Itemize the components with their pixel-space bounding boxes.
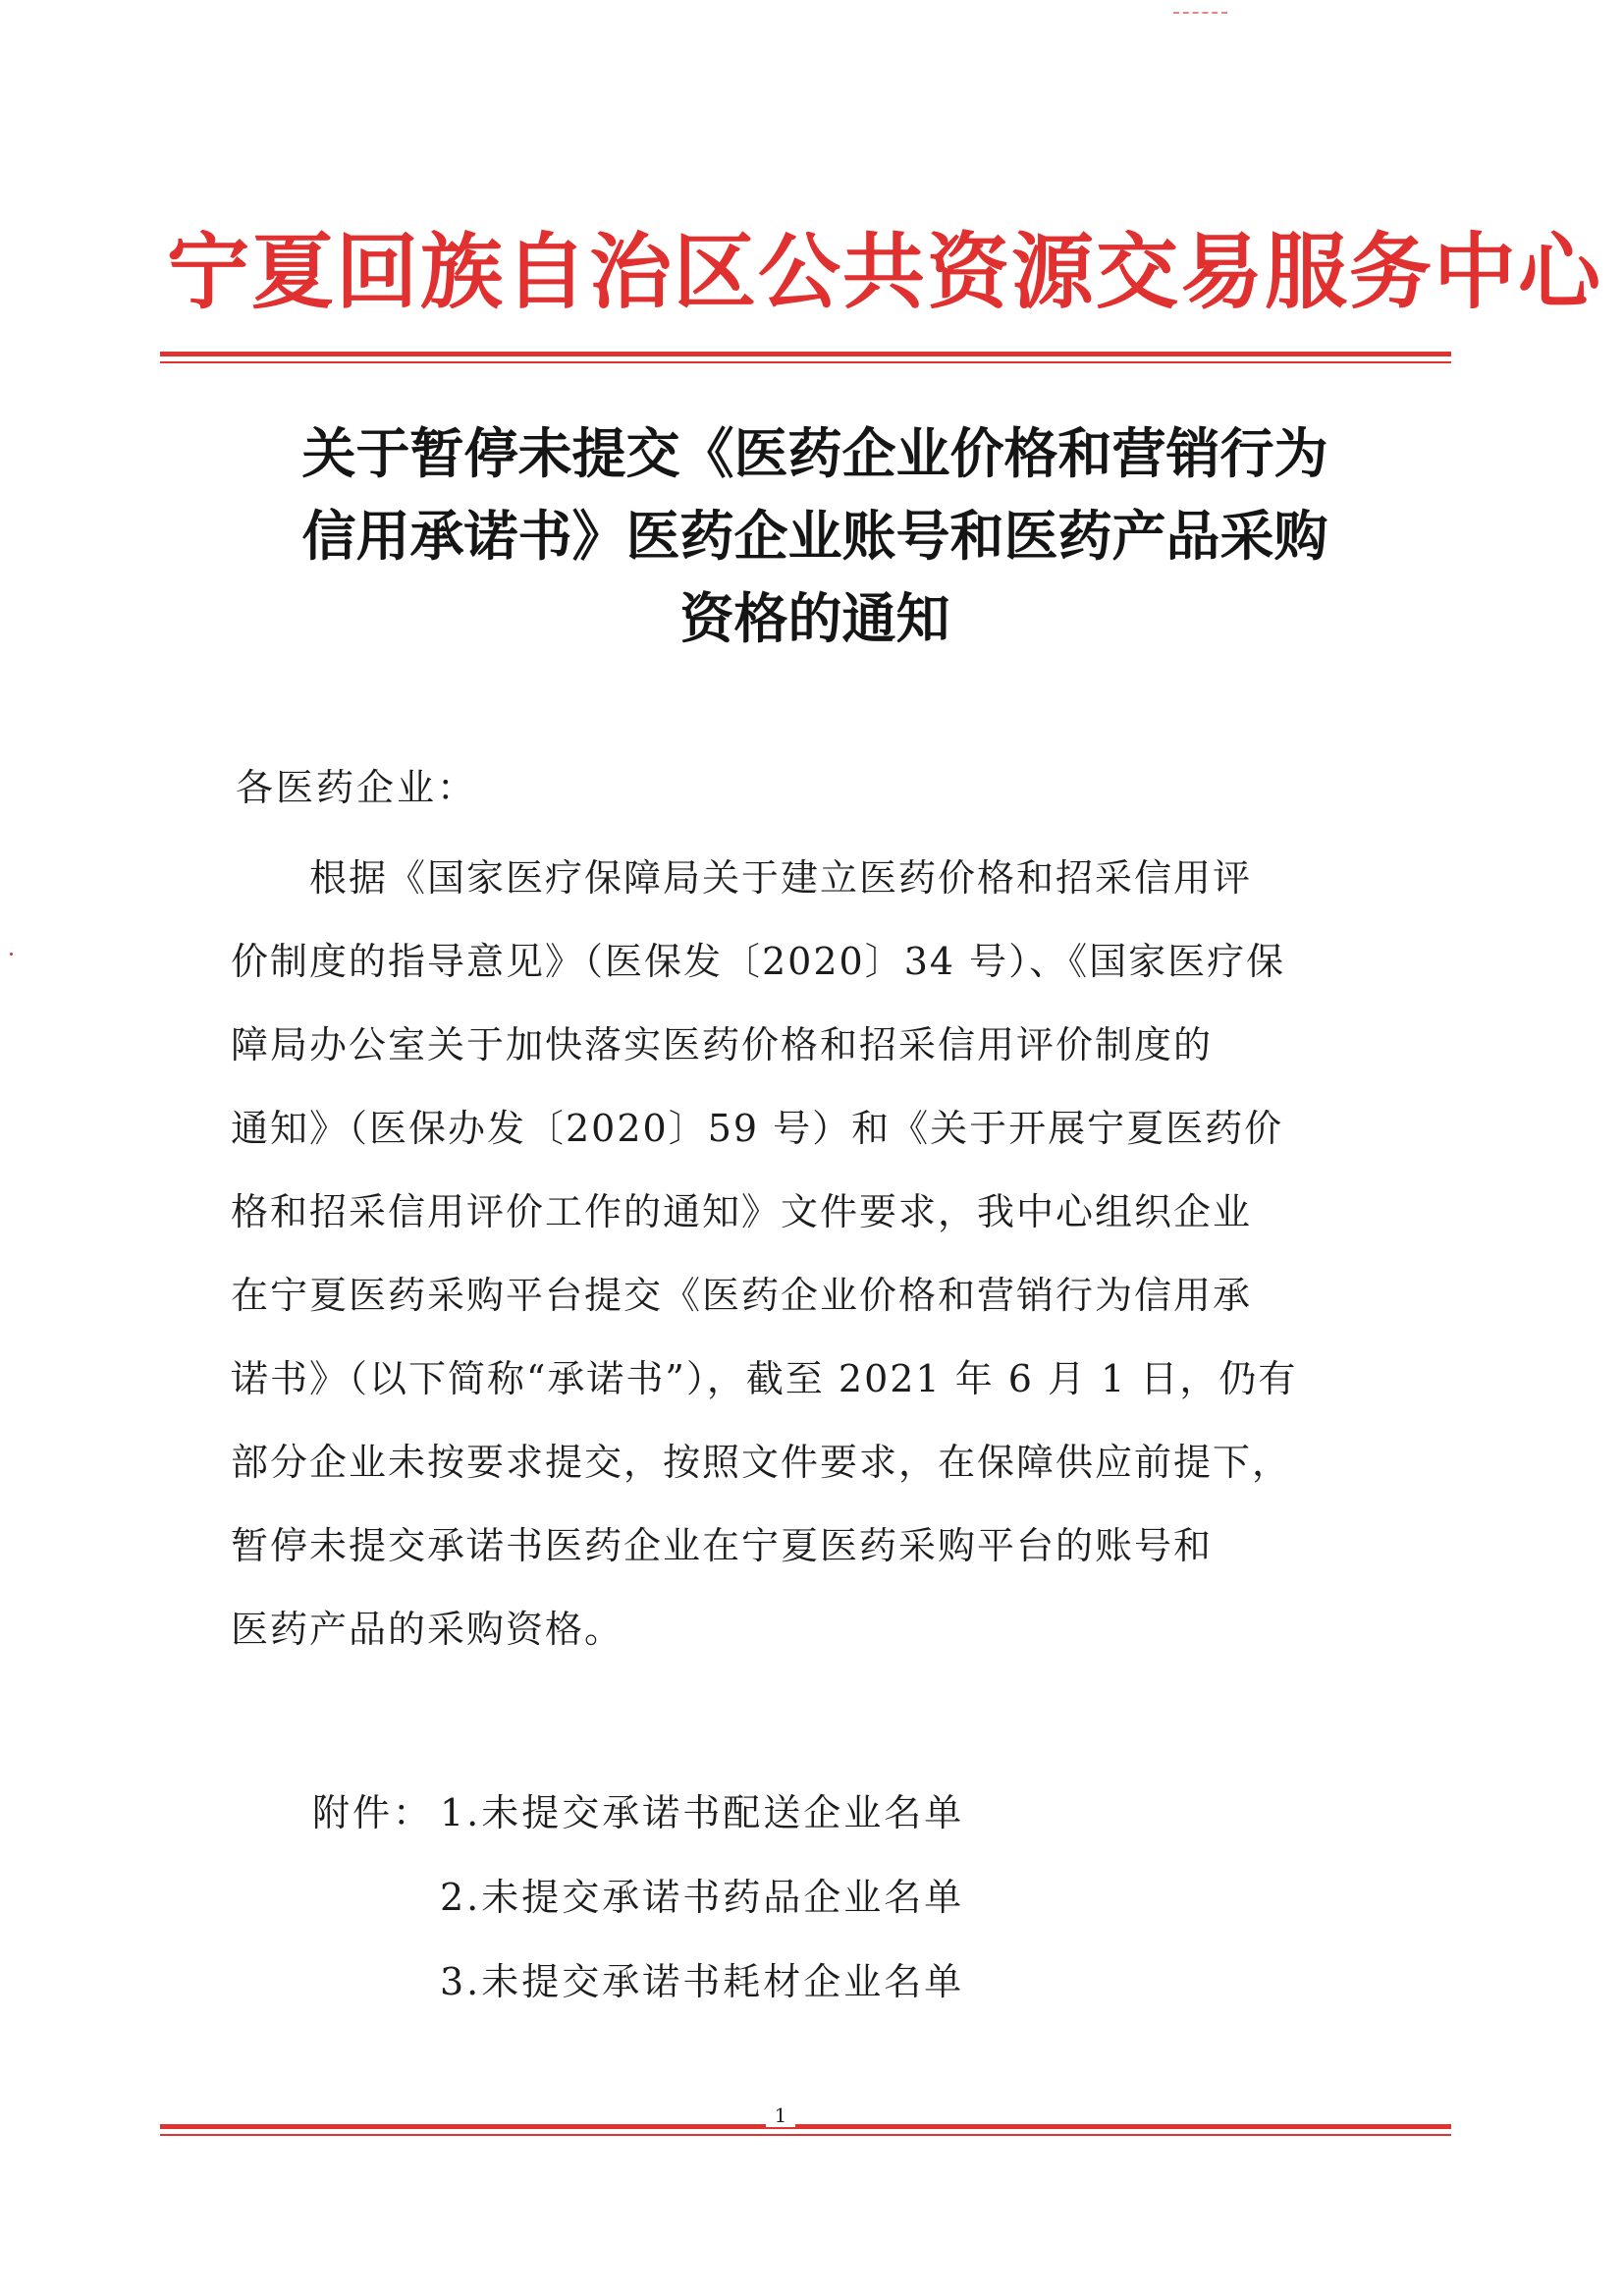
scan-speck [10, 953, 13, 956]
header-red-rule [160, 352, 1451, 356]
footer-red-rule [160, 2124, 1451, 2129]
paragraph-line: 暂停未提交承诺书医药企业在宁夏医药采购平台的账号和 [231, 1524, 1214, 1567]
attachment-item [312, 1874, 964, 1958]
paragraph-line: 障局办公室关于加快落实医药价格和招采信用评价制度的 [231, 1023, 1214, 1066]
paragraph-line: 通知》（医保办发〔2020〕59 号）和《关于开展宁夏医药价 [231, 1107, 1284, 1150]
scan-corner-mark [1173, 12, 1227, 17]
paragraph-line: 诺书》（以下简称“承诺书”），截至 2021 年 6 月 1 日，仍有 [231, 1357, 1298, 1400]
salutation: 各医药企业： [236, 766, 478, 809]
paragraph-line: 部分企业未按要求提交，按照文件要求，在保障供应前提下， [231, 1441, 1292, 1484]
attachments-label: 附件： [312, 1791, 434, 1834]
attachments-list [312, 1789, 964, 2043]
attachment-item [312, 1958, 964, 2043]
attachment-title: 1.未提交承诺书配送企业名单 [440, 1791, 965, 1834]
paragraph-line: 格和招采信用评价工作的通知》文件要求，我中心组织企业 [231, 1190, 1253, 1233]
paragraph-line: 在宁夏医药采购平台提交《医药企业价格和营销行为信用承 [231, 1274, 1253, 1317]
attachment-title: 3.未提交承诺书耗材企业名单 [440, 1960, 965, 2003]
paragraph-line: 医药产品的采购资格。 [231, 1608, 624, 1651]
attachment-item [312, 1789, 964, 1874]
title-line: 信用承诺书》医药企业账号和医药产品采购 [301, 504, 1328, 568]
issuing-organization-header: 宁夏回族自治区公共资源交易服务中心 [167, 223, 1603, 320]
header-red-rule-thin [160, 361, 1451, 363]
attachment-title: 2.未提交承诺书药品企业名单 [440, 1876, 965, 1919]
paragraph-line: 价制度的指导意见》（医保发〔2020〕34 号）、《国家医疗保 [231, 940, 1286, 983]
title-line: 关于暂停未提交《医药企业价格和营销行为 [301, 421, 1328, 485]
title-line: 资格的通知 [679, 586, 950, 650]
paragraph-line: 根据《国家医疗保障局关于建立医药价格和招采信用评 [231, 856, 1253, 900]
page-number: 1 [766, 2104, 795, 2127]
document-title [231, 412, 1399, 660]
body-paragraph [231, 854, 1362, 1689]
footer-red-rule-thin [160, 2134, 1451, 2136]
